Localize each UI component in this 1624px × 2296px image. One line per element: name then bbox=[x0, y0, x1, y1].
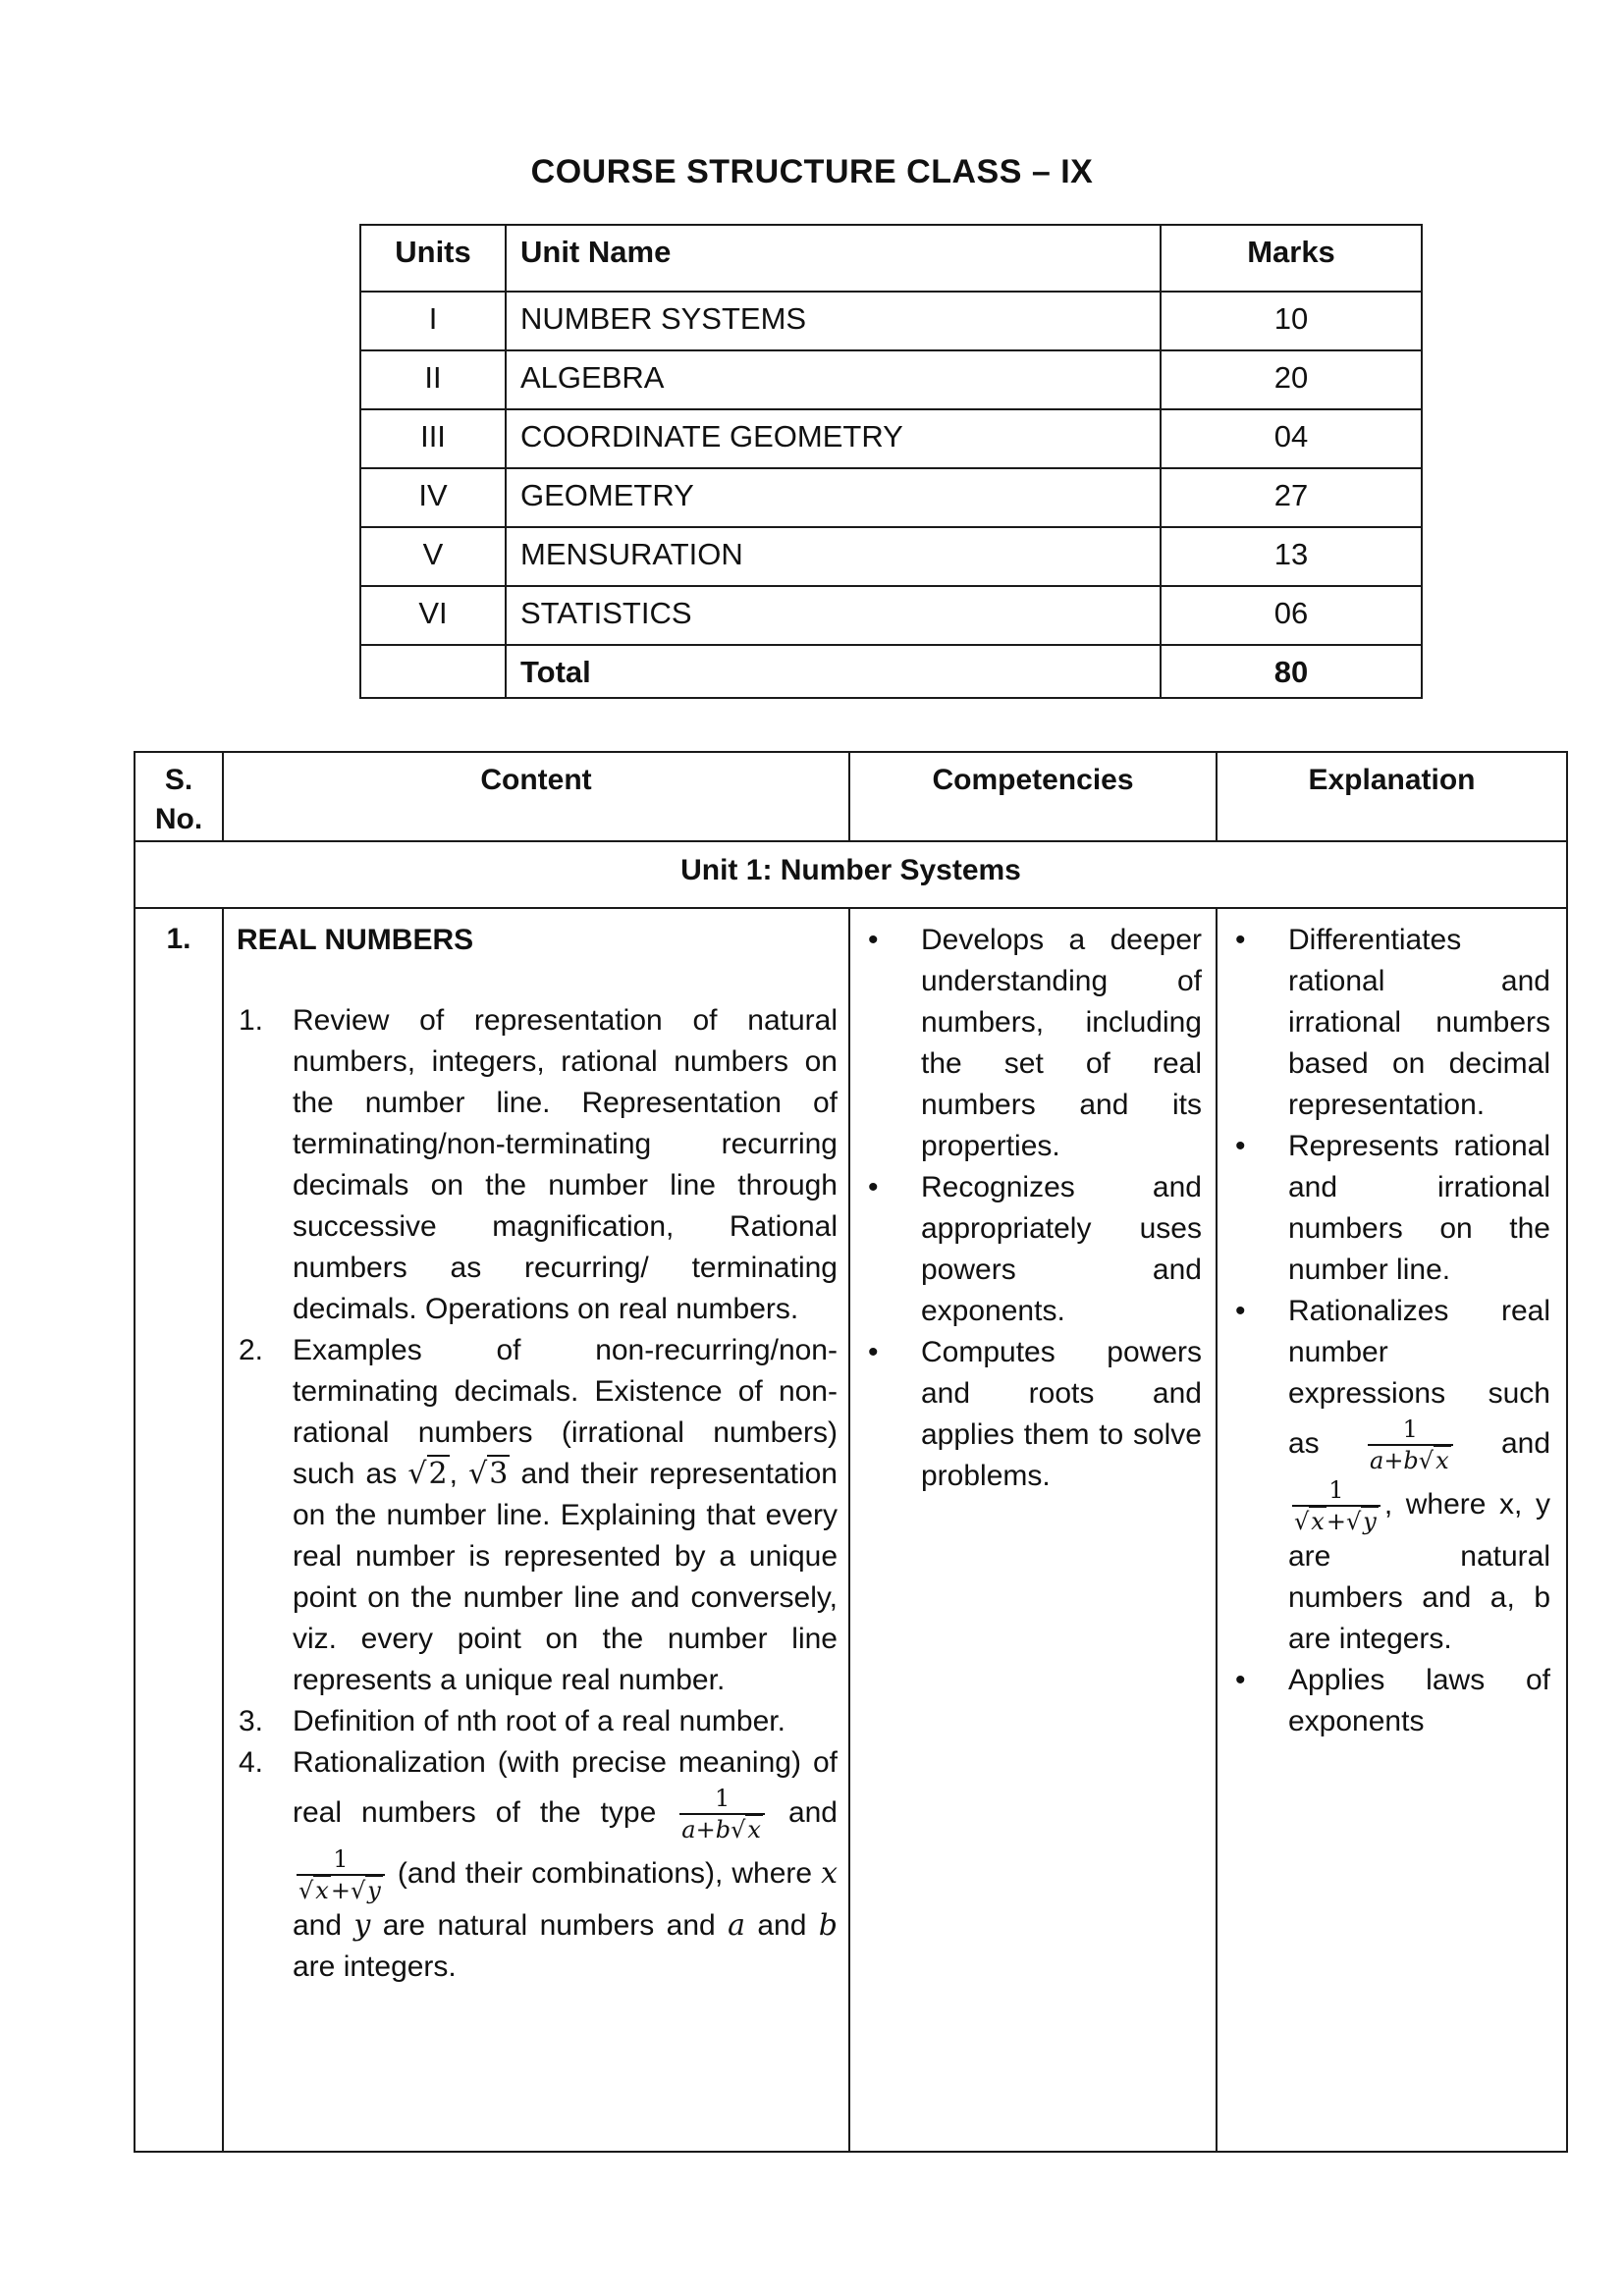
unit-name-cell: NUMBER SYSTEMS bbox=[506, 292, 1161, 350]
competencies-list bbox=[851, 910, 1215, 2132]
fraction-numerator: 1 bbox=[1368, 1415, 1453, 1446]
content-item bbox=[225, 1330, 838, 1701]
units-table-row bbox=[360, 292, 1422, 350]
fraction bbox=[1292, 1475, 1380, 1536]
radicand bbox=[745, 1814, 763, 1843]
fraction-numerator: 1 bbox=[1292, 1475, 1380, 1507]
unit-name-header: Unit Name bbox=[506, 225, 1161, 292]
content-item-text: Rationalization (with precise meaning) of real numbers of the type $\frac{1}{a+b√x}$ and $\frac{1}{√x+√y}$ (and their combinations), where x and y are natural numbers and a and b are integers. bbox=[293, 1746, 838, 1983]
unit-number-cell bbox=[360, 645, 506, 698]
explanation-item-text: Rationalizes real number expressions such as $\frac{1}{a+b√x}$ and $\frac{1}{√x+√y}$ , where x, y are natural numbers and a, b are integers. bbox=[1288, 1295, 1550, 1655]
square-root: √y bbox=[350, 1877, 381, 1904]
unit-title: Unit 1: Number Systems bbox=[135, 841, 1567, 908]
content-item-number: 3. bbox=[239, 1705, 264, 1737]
content-item-number: 1. bbox=[239, 1004, 264, 1037]
math-variable: a bbox=[1370, 1447, 1384, 1474]
unit-number-cell: V bbox=[360, 527, 506, 586]
explanation-item-text: Represents rational and irrational numbers on the number line. bbox=[1288, 1130, 1550, 1286]
fraction-denominator: a+b√x bbox=[681, 1816, 761, 1843]
bullet-icon: • bbox=[868, 924, 879, 956]
bullet-icon: • bbox=[868, 1336, 879, 1368]
units-table-row bbox=[360, 409, 1422, 468]
unit-number-cell: VI bbox=[360, 586, 506, 645]
competency-item bbox=[851, 1167, 1202, 1332]
fraction-denominator: a+b√x bbox=[1370, 1447, 1449, 1474]
unit-name-cell: COORDINATE GEOMETRY bbox=[506, 409, 1161, 468]
unit-name-cell: ALGEBRA bbox=[506, 350, 1161, 409]
radicand bbox=[1309, 1506, 1326, 1535]
math-variable: b bbox=[1403, 1447, 1419, 1474]
content-cell bbox=[223, 908, 849, 2152]
bullet-icon: • bbox=[868, 1171, 879, 1203]
marks-header: Marks bbox=[1161, 225, 1422, 292]
page-title: COURSE STRUCTURE CLASS – IX bbox=[530, 153, 1094, 190]
explanation-item-text: Differentiates rational and irrational numbers based on decimal representation. bbox=[1288, 924, 1550, 1121]
square-root: √x bbox=[298, 1877, 329, 1904]
explanation-list bbox=[1218, 910, 1565, 2132]
sno-header-line1: S. bbox=[164, 764, 193, 796]
content-list bbox=[225, 1000, 838, 1988]
competency-item bbox=[851, 1332, 1202, 1497]
fraction bbox=[297, 1844, 385, 1905]
content-cell-body bbox=[225, 910, 847, 2132]
explanation-item bbox=[1218, 1126, 1550, 1291]
math-variable: a bbox=[728, 1908, 745, 1943]
fraction bbox=[1368, 1415, 1453, 1475]
competency-item bbox=[851, 920, 1202, 1167]
sno-header-line2: No. bbox=[154, 803, 203, 835]
math-variable: y bbox=[367, 1877, 381, 1904]
radicand bbox=[1361, 1506, 1379, 1535]
math-variable: y bbox=[1363, 1508, 1377, 1535]
competency-item-text: Computes powers and roots and applies them to solve problems. bbox=[921, 1336, 1202, 1492]
unit-title-row bbox=[135, 841, 1567, 908]
sno-cell: 1. bbox=[135, 908, 223, 2152]
marks-cell: 20 bbox=[1161, 350, 1422, 409]
fraction-denominator: √x+√y bbox=[1294, 1508, 1377, 1535]
square-root: √y bbox=[1345, 1508, 1377, 1535]
math-variable: b bbox=[715, 1816, 731, 1843]
units-table-row bbox=[360, 586, 1422, 645]
fraction bbox=[679, 1784, 765, 1844]
bullet-icon: • bbox=[1235, 1295, 1246, 1327]
square-root: √x bbox=[1294, 1508, 1325, 1535]
units-marks-table bbox=[359, 224, 1423, 699]
competency-item-text: Develops a deeper understanding of numbers, including the set of real numbers and its properties. bbox=[921, 924, 1202, 1162]
unit-name-cell: MENSURATION bbox=[506, 527, 1161, 586]
content-item-number: 2. bbox=[239, 1334, 264, 1366]
explanation-item bbox=[1218, 920, 1550, 1126]
syllabus-table bbox=[134, 751, 1568, 2153]
fraction-numerator: 1 bbox=[297, 1844, 385, 1876]
content-header: Content bbox=[223, 752, 849, 841]
content-item bbox=[225, 1701, 838, 1742]
marks-cell: 80 bbox=[1161, 645, 1422, 698]
unit-number-cell: I bbox=[360, 292, 506, 350]
unit-name-cell: STATISTICS bbox=[506, 586, 1161, 645]
square-root: √x bbox=[1418, 1447, 1449, 1474]
square-root: √3 bbox=[468, 1457, 509, 1491]
math-variable: x bbox=[747, 1816, 761, 1843]
square-root: √2 bbox=[407, 1457, 448, 1491]
marks-cell: 06 bbox=[1161, 586, 1422, 645]
explanation-header: Explanation bbox=[1217, 752, 1567, 841]
radicand bbox=[313, 1875, 331, 1904]
math-variable: x bbox=[315, 1877, 329, 1904]
radicand: 2 bbox=[428, 1457, 448, 1491]
units-table-row bbox=[360, 527, 1422, 586]
square-root: √x bbox=[731, 1816, 761, 1843]
marks-cell: 04 bbox=[1161, 409, 1422, 468]
units-table-row bbox=[360, 645, 1422, 698]
competencies-cell bbox=[849, 908, 1217, 2152]
bullet-icon: • bbox=[1235, 1130, 1246, 1162]
competencies-header: Competencies bbox=[849, 752, 1217, 841]
content-item bbox=[225, 1000, 838, 1330]
content-item-text: Examples of non-recurring/non-terminating decimals. Existence of non-rational numbers (irrational numbers) such as √2, √3 and their representation on the number line. Explaining that every real number is represented by a unique point on the number line and conversely, viz. every point on the number line represents a unique real number. bbox=[293, 1334, 838, 1696]
explanation-cell bbox=[1217, 908, 1567, 2152]
explanation-item bbox=[1218, 1660, 1550, 1742]
unit-number-cell: II bbox=[360, 350, 506, 409]
math-variable: a bbox=[681, 1816, 696, 1843]
real-numbers-row bbox=[135, 908, 1567, 2152]
marks-cell: 10 bbox=[1161, 292, 1422, 350]
unit-name-cell: GEOMETRY bbox=[506, 468, 1161, 527]
bullet-icon: • bbox=[1235, 1664, 1246, 1696]
units-table-header-row bbox=[360, 225, 1422, 292]
units-table-row bbox=[360, 468, 1422, 527]
radicand bbox=[1434, 1445, 1451, 1474]
marks-cell: 27 bbox=[1161, 468, 1422, 527]
math-variable: x bbox=[1435, 1447, 1449, 1474]
unit-number-cell: III bbox=[360, 409, 506, 468]
radicand bbox=[365, 1875, 383, 1904]
bullet-icon: • bbox=[1235, 924, 1246, 956]
explanation-item-text: Applies laws of exponents bbox=[1288, 1664, 1550, 1737]
fraction-denominator: √x+√y bbox=[298, 1877, 381, 1904]
math-variable: y bbox=[353, 1908, 371, 1943]
units-header: Units bbox=[360, 225, 506, 292]
unit-number-cell: IV bbox=[360, 468, 506, 527]
content-item-text: Review of representation of natural numbers, integers, rational numbers on the number line. Representation of terminating/non-terminating recurring decimals on the number line through successive magnification, Rational numbers as recurring/ terminating decimals. Operations on real numbers. bbox=[293, 1004, 838, 1325]
radicand: 3 bbox=[489, 1457, 509, 1491]
math-variable: x bbox=[821, 1855, 838, 1891]
content-item-number: 4. bbox=[239, 1746, 264, 1779]
units-table-row bbox=[360, 350, 1422, 409]
competency-item-text: Recognizes and appropriately uses powers and exponents. bbox=[921, 1171, 1202, 1327]
math-variable: b bbox=[818, 1908, 838, 1943]
math-variable: x bbox=[1311, 1508, 1325, 1535]
explanation-item bbox=[1218, 1291, 1550, 1660]
content-item bbox=[225, 1742, 838, 1988]
syllabus-header-row bbox=[135, 752, 1567, 841]
unit-name-cell: Total bbox=[506, 645, 1161, 698]
sno-header bbox=[135, 752, 223, 841]
fraction-numerator: 1 bbox=[679, 1784, 765, 1815]
content-item-text: Definition of nth root of a real number. bbox=[293, 1705, 785, 1737]
content-title: REAL NUMBERS bbox=[237, 924, 474, 956]
marks-cell: 13 bbox=[1161, 527, 1422, 586]
